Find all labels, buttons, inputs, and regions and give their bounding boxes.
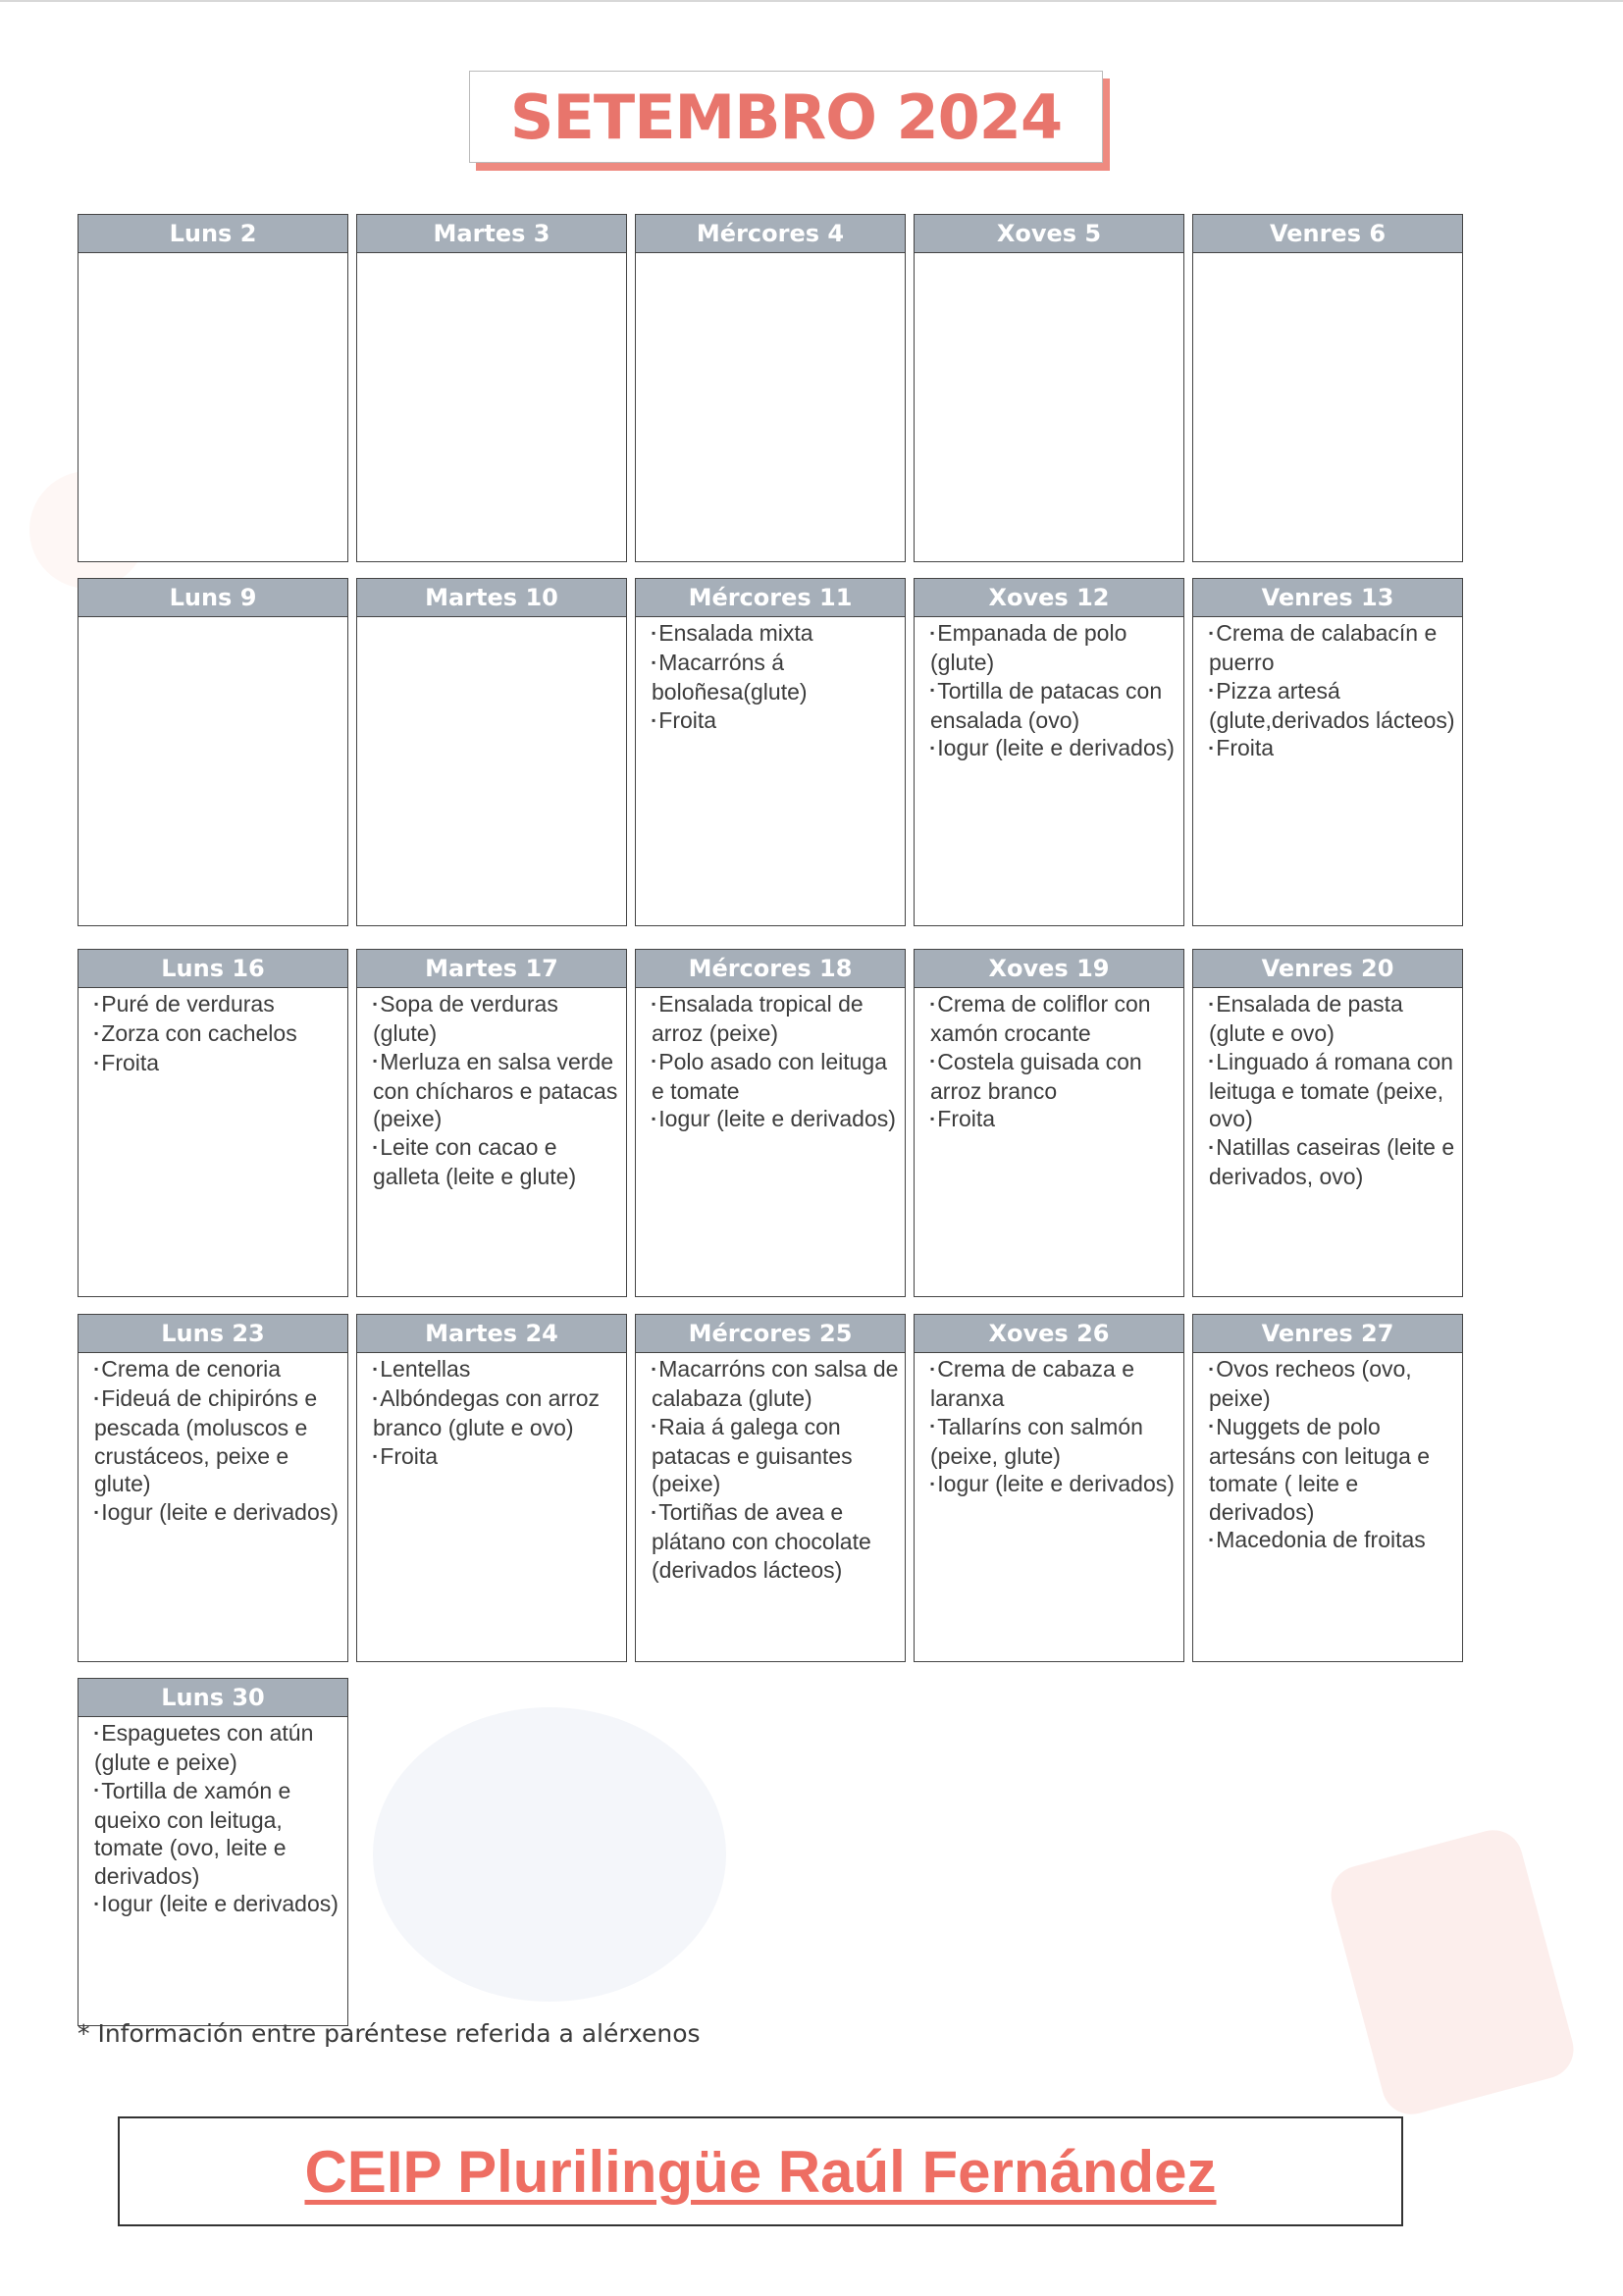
day-cell: [356, 1314, 627, 1662]
dish-text: Crema de cabaza e laranxa: [930, 1356, 1134, 1412]
day-cell: [914, 1314, 1184, 1662]
dish-item: [373, 1048, 620, 1133]
dish-text: Polo asado con leituga e tomate: [652, 1048, 887, 1104]
bullet-icon: ▪: [1209, 625, 1214, 640]
bullet-icon: ▪: [1209, 741, 1214, 756]
day-header: Xoves 5: [915, 215, 1183, 253]
day-menu: [636, 617, 905, 736]
dish-item: [94, 990, 341, 1019]
day-header: Mércores 18: [636, 950, 905, 988]
dish-item: [1209, 677, 1456, 735]
dish-text: Leite con cacao e galleta (leite e glute): [373, 1133, 577, 1190]
dish-text: Costela guisada con arroz branco: [930, 1048, 1142, 1104]
dish-text: Ensalada tropical de arroz (peixe): [652, 991, 864, 1047]
bullet-icon: ▪: [94, 1504, 99, 1519]
day-cell: [635, 1314, 906, 1662]
day-menu: [915, 988, 1183, 1135]
school-name-box: [118, 2116, 1403, 2226]
day-cell: [635, 949, 906, 1297]
dish-text: Sopa de verduras (glute): [373, 991, 558, 1047]
bullet-icon: ▪: [1209, 683, 1214, 698]
day-header: Venres 27: [1193, 1315, 1462, 1353]
dish-text: Froita: [1216, 735, 1275, 761]
bullet-icon: ▪: [94, 1725, 99, 1740]
bullet-icon: ▪: [652, 1361, 656, 1376]
dish-item: [652, 990, 899, 1048]
dish-item: [652, 1413, 899, 1498]
bullet-icon: ▪: [652, 1419, 656, 1434]
bullet-icon: ▪: [652, 712, 656, 727]
day-menu: [1193, 1353, 1462, 1556]
bullet-icon: ▪: [930, 625, 935, 640]
dish-item: [94, 1498, 341, 1528]
bullet-icon: ▪: [930, 1419, 935, 1434]
day-cell: [635, 214, 906, 562]
day-header: Venres 6: [1193, 215, 1462, 253]
background-cup-illustration: [1325, 1824, 1580, 2121]
day-menu: [1193, 617, 1462, 764]
day-menu: [79, 1717, 347, 1920]
day-header: Martes 24: [357, 1315, 626, 1353]
dish-text: Espaguetes con atún (glute e peixe): [94, 1720, 314, 1776]
dish-item: [930, 734, 1178, 763]
dish-item: [1209, 734, 1456, 763]
bullet-icon: ▪: [930, 1477, 935, 1491]
dish-item: [1209, 990, 1456, 1048]
dish-item: [373, 1442, 620, 1472]
dish-item: [94, 1777, 341, 1891]
dish-item: [94, 1049, 341, 1078]
dish-item: [94, 1384, 341, 1498]
bullet-icon: ▪: [94, 1897, 99, 1911]
day-header: Luns 16: [79, 950, 347, 988]
bullet-icon: ▪: [652, 1504, 656, 1519]
day-menu: [79, 988, 347, 1079]
dish-text: Ensalada de pasta (glute e ovo): [1209, 991, 1403, 1047]
day-cell: [356, 578, 627, 926]
bullet-icon: ▪: [94, 1361, 99, 1376]
dish-item: [930, 1355, 1178, 1413]
dish-item: [652, 1048, 899, 1106]
day-cell: [914, 578, 1184, 926]
bullet-icon: ▪: [1209, 1419, 1214, 1434]
day-cell: [1192, 1314, 1463, 1662]
day-header: Mércores 25: [636, 1315, 905, 1353]
day-header: Venres 13: [1193, 579, 1462, 617]
day-cell: [78, 578, 348, 926]
dish-item: [373, 1133, 620, 1191]
bullet-icon: ▪: [930, 683, 935, 698]
dish-item: [94, 1890, 341, 1919]
dish-text: Iogur (leite e derivados): [658, 1106, 896, 1132]
dish-text: Tallaríns con salmón (peixe, glute): [930, 1413, 1143, 1469]
day-cell: [356, 949, 627, 1297]
dish-item: [652, 1498, 899, 1584]
dish-text: Froita: [101, 1050, 160, 1076]
day-cell: [78, 214, 348, 562]
day-cell: [1192, 949, 1463, 1297]
bullet-icon: ▪: [1209, 1139, 1214, 1154]
dish-item: [373, 990, 620, 1048]
dish-item: [930, 619, 1178, 677]
day-cell: [914, 949, 1184, 1297]
day-header: Xoves 12: [915, 579, 1183, 617]
school-name: CEIP Plurilingüe Raúl Fernández: [304, 2138, 1217, 2205]
dish-text: Crema de calabacín e puerro: [1209, 620, 1438, 676]
dish-text: Macedonia de froitas: [1216, 1527, 1426, 1553]
dish-item: [652, 619, 899, 649]
dish-text: Tortilla de patacas con ensalada (ovo): [930, 677, 1163, 733]
dish-item: [1209, 1133, 1456, 1191]
bullet-icon: ▪: [652, 996, 656, 1011]
dish-text: Fideuá de chipiróns e pescada (moluscos e crustáceos, peixe e glute): [94, 1385, 318, 1497]
dish-item: [94, 1019, 341, 1049]
bullet-icon: ▪: [373, 1054, 378, 1069]
day-menu: [357, 617, 626, 619]
dish-item: [930, 1105, 1178, 1134]
dish-item: [652, 649, 899, 706]
dish-text: Macarróns á boloñesa(glute): [652, 650, 808, 705]
dish-text: Ovos recheos (ovo, peixe): [1209, 1356, 1412, 1412]
day-cell: [1192, 214, 1463, 562]
bullet-icon: ▪: [373, 1139, 378, 1154]
day-header: Venres 20: [1193, 950, 1462, 988]
dish-item: [94, 1719, 341, 1777]
bullet-icon: ▪: [930, 741, 935, 756]
day-cell: [914, 214, 1184, 562]
day-header: Mércores 11: [636, 579, 905, 617]
day-menu: [636, 253, 905, 255]
month-title: SETEMBRO 2024: [509, 80, 1063, 153]
dish-item: [652, 1355, 899, 1413]
dish-text: Tortiñas de avea e plátano con chocolate (derivados lácteos): [652, 1498, 871, 1583]
dish-text: Froita: [658, 706, 717, 733]
bullet-icon: ▪: [373, 996, 378, 1011]
day-menu: [79, 1353, 347, 1528]
bullet-icon: ▪: [652, 625, 656, 640]
dish-item: [930, 677, 1178, 735]
bullet-icon: ▪: [1209, 1361, 1214, 1376]
dish-text: Natillas caseiras (leite e derivados, ovo): [1209, 1133, 1455, 1190]
bullet-icon: ▪: [652, 1112, 656, 1126]
dish-text: Ensalada mixta: [658, 620, 813, 646]
day-header: Martes 10: [357, 579, 626, 617]
day-cell: [78, 949, 348, 1297]
dish-item: [1209, 1048, 1456, 1133]
bullet-icon: ▪: [930, 1112, 935, 1126]
day-menu: [915, 1353, 1183, 1500]
bullet-icon: ▪: [94, 1025, 99, 1040]
day-cell: [78, 1678, 348, 2026]
dish-item: [652, 706, 899, 736]
day-header: Xoves 26: [915, 1315, 1183, 1353]
scan-edge: [0, 0, 1623, 2]
dish-text: Macarróns con salsa de calabaza (glute): [652, 1356, 899, 1412]
dish-text: Tortilla de xamón e queixo con leituga, tomate (ovo, leite e derivados): [94, 1777, 291, 1889]
day-header: Luns 2: [79, 215, 347, 253]
bullet-icon: ▪: [652, 654, 656, 669]
bullet-icon: ▪: [373, 1448, 378, 1463]
dish-item: [1209, 619, 1456, 677]
dish-text: Linguado á romana con leituga e tomate (peixe, ovo): [1209, 1048, 1453, 1132]
dish-text: Iogur (leite e derivados): [937, 735, 1175, 761]
day-header: Luns 9: [79, 579, 347, 617]
dish-text: Crema de coliflor con xamón crocante: [930, 991, 1151, 1047]
bullet-icon: ▪: [930, 1361, 935, 1376]
day-menu: [79, 617, 347, 619]
day-header: Luns 23: [79, 1315, 347, 1353]
bullet-icon: ▪: [373, 1390, 378, 1405]
dish-text: Froita: [380, 1442, 439, 1469]
day-header: Mércores 4: [636, 215, 905, 253]
dish-text: Merluza en salsa verde con chícharos e patacas (peixe): [373, 1048, 618, 1132]
dish-text: Raia á galega con patacas e guisantes (peixe): [652, 1413, 853, 1497]
dish-item: [373, 1355, 620, 1384]
dish-text: Albóndegas con arroz branco (glute e ovo): [373, 1385, 601, 1441]
dish-text: Crema de cenoria: [101, 1356, 282, 1382]
dish-item: [930, 1470, 1178, 1499]
bullet-icon: ▪: [1209, 1533, 1214, 1547]
day-menu: [636, 988, 905, 1135]
dish-text: Iogur (leite e derivados): [101, 1498, 339, 1525]
day-menu: [1193, 253, 1462, 255]
day-cell: [1192, 578, 1463, 926]
dish-text: Lentellas: [380, 1356, 471, 1382]
day-header: Xoves 19: [915, 950, 1183, 988]
day-menu: [357, 1353, 626, 1472]
bullet-icon: ▪: [94, 1056, 99, 1070]
month-title-box: [469, 71, 1103, 163]
dish-item: [930, 1048, 1178, 1106]
day-menu: [79, 253, 347, 255]
background-bowl-illustration: [373, 1707, 726, 2002]
bullet-icon: ▪: [94, 1390, 99, 1405]
day-cell: [356, 214, 627, 562]
bullet-icon: ▪: [373, 1361, 378, 1376]
dish-item: [930, 990, 1178, 1048]
dish-text: Zorza con cachelos: [101, 1020, 297, 1047]
day-cell: [635, 578, 906, 926]
dish-item: [1209, 1413, 1456, 1527]
day-menu: [636, 1353, 905, 1584]
day-cell: [78, 1314, 348, 1662]
dish-item: [930, 1413, 1178, 1471]
bullet-icon: ▪: [94, 1783, 99, 1798]
dish-text: Froita: [937, 1106, 996, 1132]
day-header: Luns 30: [79, 1679, 347, 1717]
dish-item: [94, 1355, 341, 1384]
day-menu: [915, 617, 1183, 764]
bullet-icon: ▪: [1209, 1054, 1214, 1069]
bullet-icon: ▪: [652, 1054, 656, 1069]
day-header: Martes 17: [357, 950, 626, 988]
day-menu: [1193, 988, 1462, 1191]
dish-item: [1209, 1526, 1456, 1555]
allergen-footnote: * Información entre paréntese referida a alérxenos: [78, 2019, 701, 2048]
dish-text: Pizza artesá (glute,derivados lácteos): [1209, 677, 1455, 733]
bullet-icon: ▪: [930, 996, 935, 1011]
dish-text: Nuggets de polo artesáns con leituga e tomate ( leite e derivados): [1209, 1413, 1431, 1525]
bullet-icon: ▪: [930, 1054, 935, 1069]
dish-text: Iogur (leite e derivados): [101, 1891, 339, 1917]
day-menu: [357, 253, 626, 255]
dish-text: Iogur (leite e derivados): [937, 1471, 1175, 1497]
dish-item: [373, 1384, 620, 1442]
bullet-icon: ▪: [1209, 996, 1214, 1011]
day-menu: [357, 988, 626, 1191]
dish-text: Empanada de polo (glute): [930, 620, 1127, 676]
bullet-icon: ▪: [94, 996, 99, 1011]
dish-item: [652, 1105, 899, 1134]
dish-text: Puré de verduras: [101, 991, 275, 1017]
day-menu: [915, 253, 1183, 255]
dish-item: [1209, 1355, 1456, 1413]
day-header: Martes 3: [357, 215, 626, 253]
